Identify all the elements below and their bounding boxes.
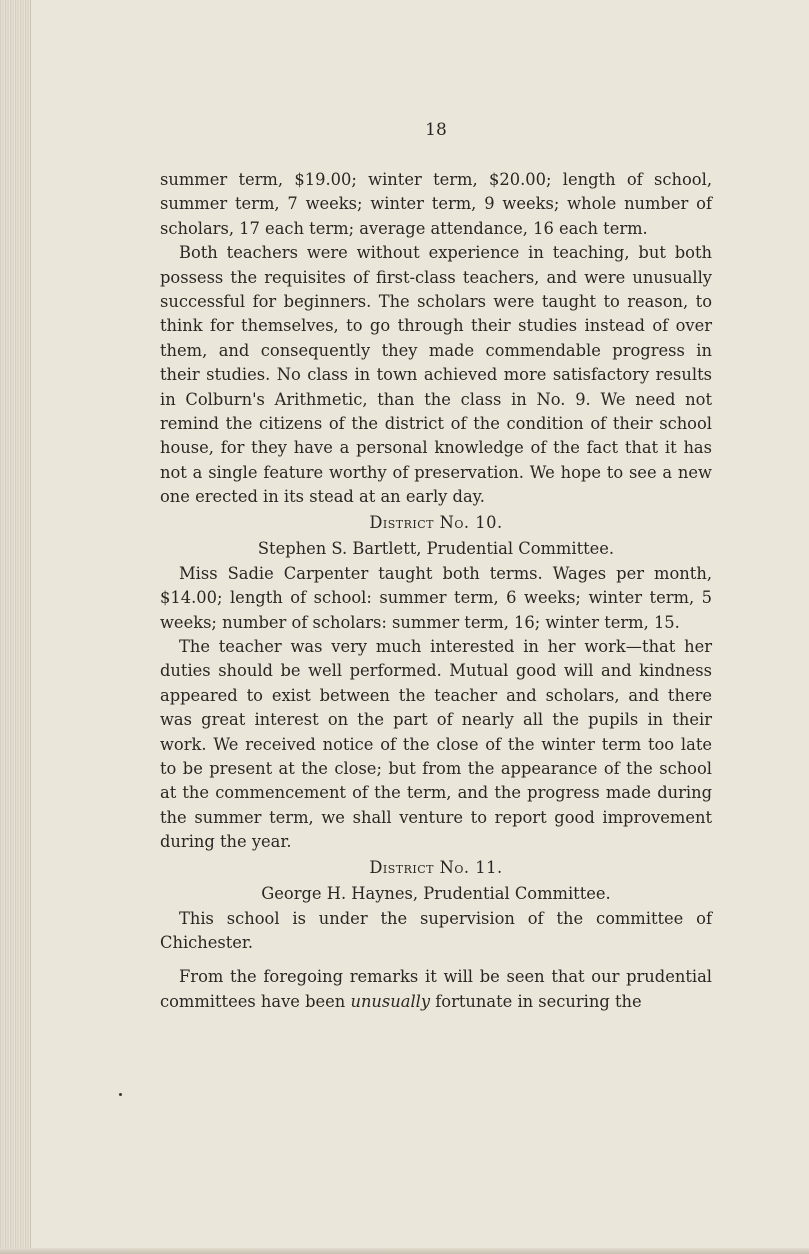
conclusion-text-start: From the foregoing remarks it will be seen that our prudential committees have been (160, 967, 712, 1011)
page-bottom-edge (0, 1248, 809, 1254)
paragraph-wages-summary: summer term, $19.00; winter term, $20.00; length of school, summer term, 7 weeks; winter term, 9 weeks; whole number of scholars, 17 each term; average attendance, 16 each term. (160, 170, 712, 238)
district-11-heading: District No. 11. (369, 857, 503, 877)
page-edges (0, 0, 31, 1254)
page-text (160, 118, 712, 1014)
paragraph-conclusion (160, 965, 712, 1014)
paragraph-district-10-teacher: Miss Sadie Carpenter taught both terms. Wages per month, $14.00; length of school: summer term, 6 weeks; winter term, 5 weeks; number of scholars: summer term, 16; winter term, 15. (160, 563, 712, 632)
district-10-committee: Stephen S. Bartlett, Prudential Committee. (257, 538, 615, 558)
paragraph-district-10-report: The teacher was very much interested in her work—that her duties should be well performed. Mutual good will and kindness appeared to exist between the teacher and scholars, and there was great interest on the part of nearly all the pupils in their work. We received notice of the close of the winter term too late to be present at the close; but from the appearance of the school at the commencement of the term, and the progress made during the summer term, we shall venture to report good improvement during the year. (160, 636, 712, 852)
district-10-heading: District No. 10. (369, 512, 503, 532)
ink-speck (119, 1093, 122, 1096)
page-number: 18 (425, 120, 447, 140)
paragraph-teachers: Both teachers were without experience in teaching, but both possess the requisites of first-class teachers, and were unusually successful for beginners. The scholars were taught to reason, to think for themselves, to go through their studies instead of over them, and consequently they made commendable progress in their studies. No class in town achieved more satisfactory results in Colburn's Arithmetic, than the class in No. 9. We need not remind the citizens of the district of the condition of their school house, for they have a personal knowledge of the fact that it has not a single feature worthy of preservation. We hope to see a new one erected in its stead at an early day. (160, 243, 712, 507)
conclusion-text-end: fortunate in securing the (430, 991, 642, 1011)
conclusion-italic-word: unusually (350, 991, 431, 1011)
district-11-committee: George H. Haynes, Prudential Committee. (261, 883, 611, 903)
paragraph-district-11: This school is under the supervision of the committee of Chichester. (160, 908, 712, 952)
